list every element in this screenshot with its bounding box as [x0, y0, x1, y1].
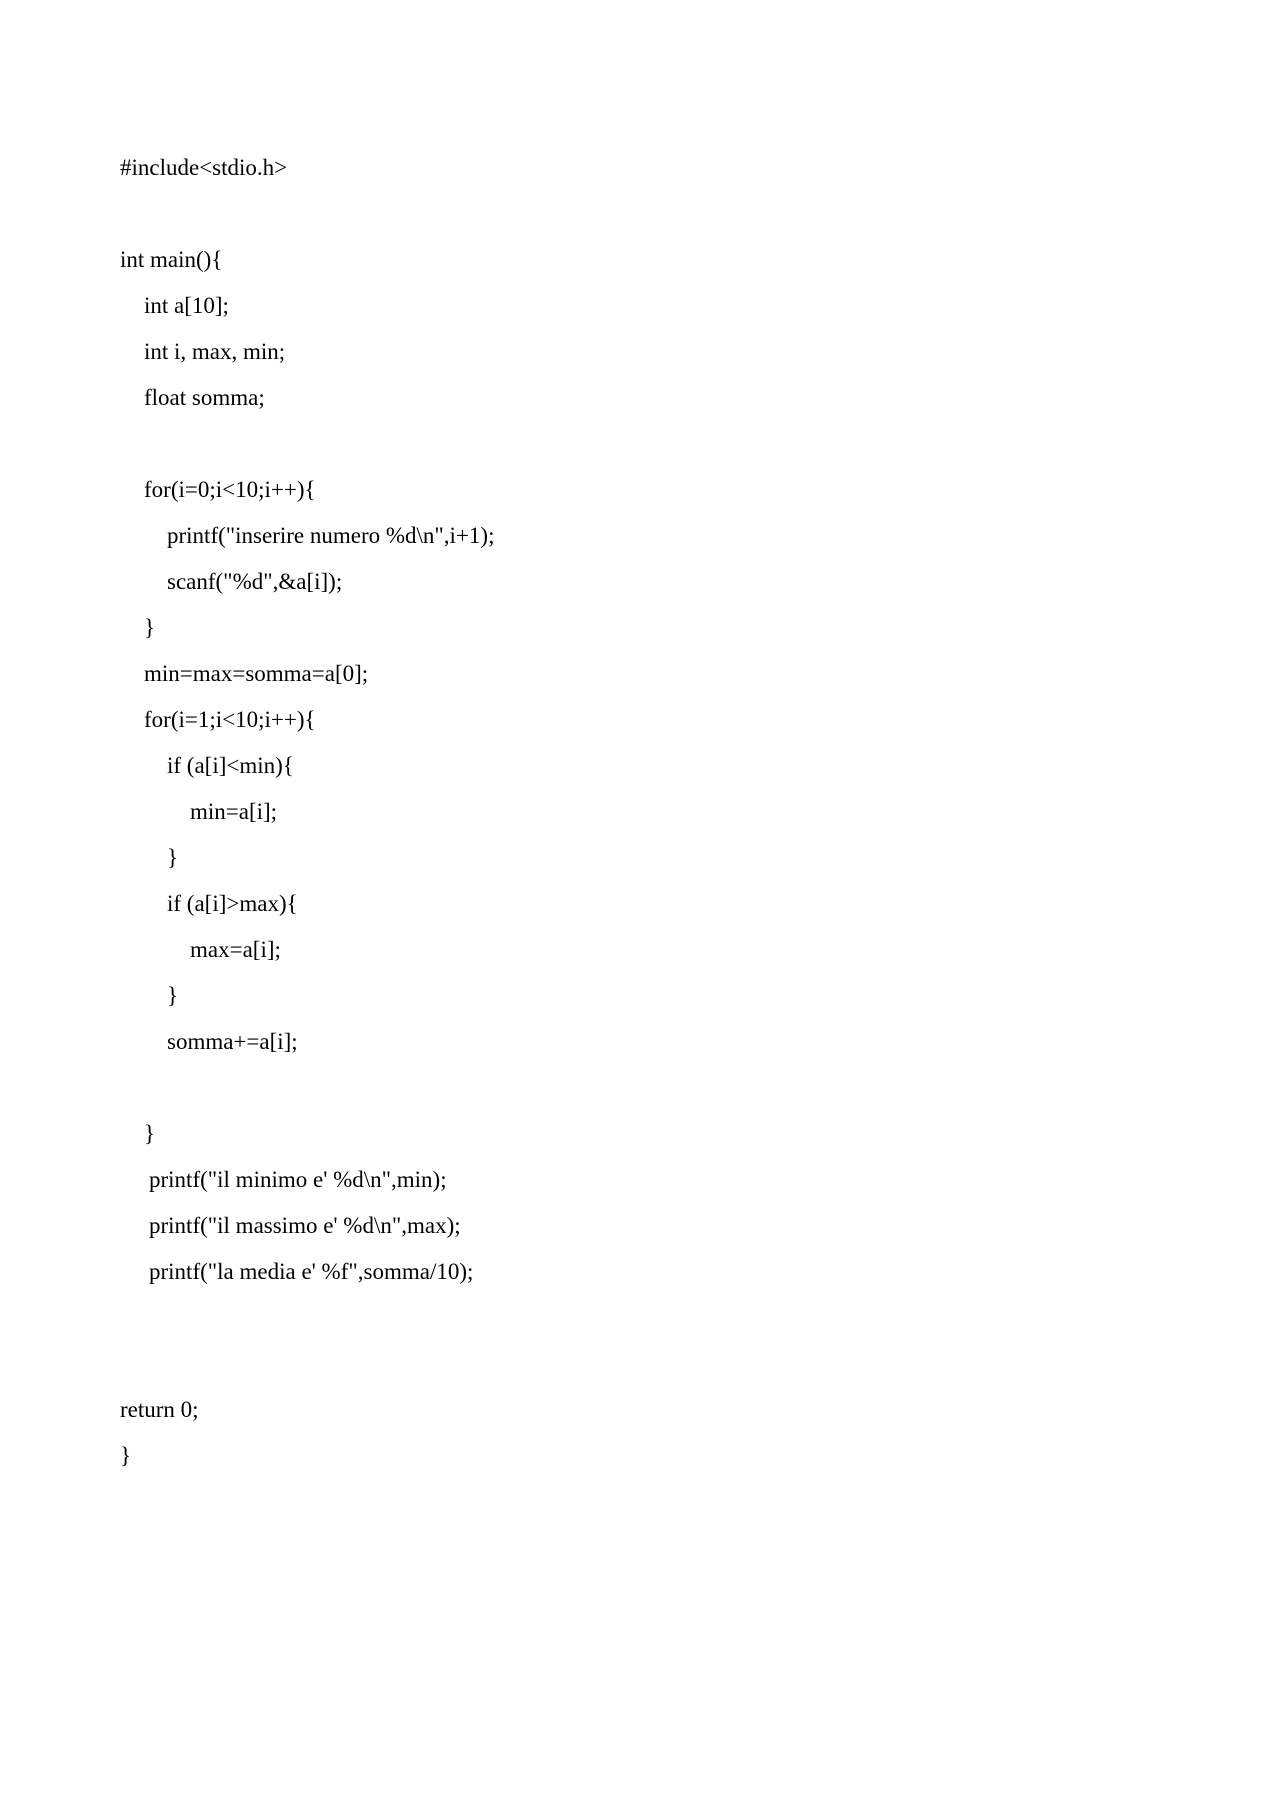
code-line: for(i=0;i<10;i++){ — [144, 477, 316, 502]
code-line: min=a[i]; — [190, 799, 278, 824]
code-line-blank — [120, 1341, 494, 1387]
code-line: if (a[i]>max){ — [167, 891, 298, 916]
code-line: } — [167, 845, 179, 870]
code-line: } — [167, 983, 179, 1008]
code-line-blank — [120, 1295, 494, 1341]
code-line: return 0; — [120, 1397, 199, 1422]
code-line: for(i=1;i<10;i++){ — [144, 707, 316, 732]
code-line: } — [144, 1121, 156, 1146]
code-line: printf("inserire numero %d\n",i+1); — [167, 523, 495, 548]
code-line-blank — [120, 1065, 494, 1111]
code-line: } — [120, 1443, 132, 1468]
code-line: printf("il massimo e' %d\n",max); — [149, 1213, 461, 1238]
code-line-blank — [120, 421, 494, 467]
code-line-blank — [120, 191, 494, 237]
code-line: printf("la media e' %f",somma/10); — [149, 1259, 474, 1284]
code-line: scanf("%d",&a[i]); — [167, 569, 343, 594]
code-listing — [120, 145, 494, 1479]
code-line: printf("il minimo e' %d\n",min); — [149, 1167, 447, 1192]
code-line: if (a[i]<min){ — [167, 753, 294, 778]
code-line: min=max=somma=a[0]; — [144, 661, 369, 686]
code-line: max=a[i]; — [190, 937, 281, 962]
code-line: float somma; — [144, 385, 265, 410]
code-line: int a[10]; — [144, 293, 229, 318]
code-line: int main(){ — [120, 247, 223, 272]
code-line: #include<stdio.h> — [120, 155, 288, 180]
code-line: somma+=a[i]; — [167, 1029, 298, 1054]
code-line: } — [144, 615, 156, 640]
code-line: int i, max, min; — [144, 339, 286, 364]
